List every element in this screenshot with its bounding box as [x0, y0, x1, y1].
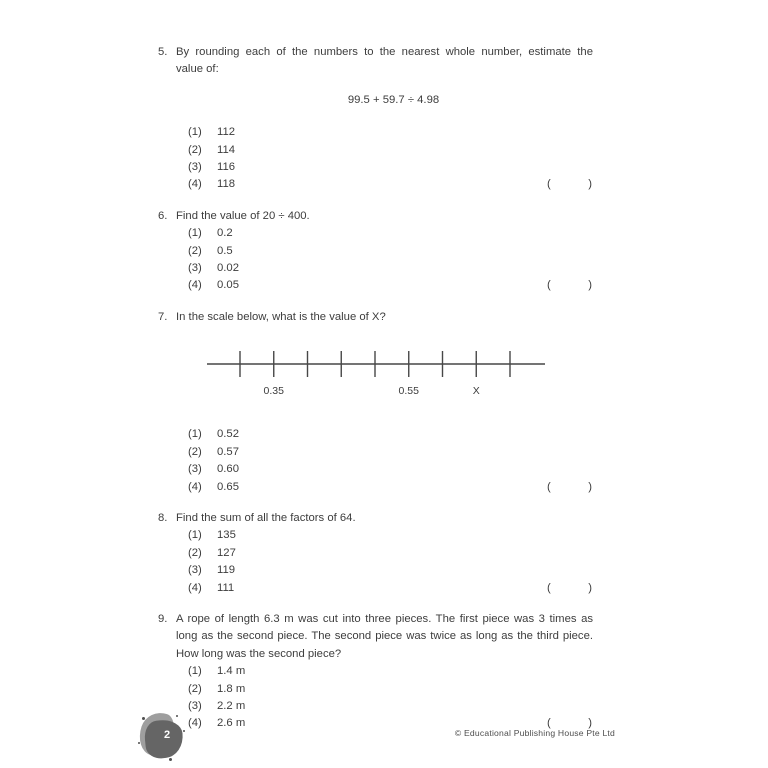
question-block	[158, 309, 593, 496]
answer-paren-open: (	[547, 279, 551, 292]
number-line-svg	[176, 342, 593, 400]
option-row	[188, 681, 593, 698]
option-value: 135	[217, 529, 236, 542]
option-value: 111	[217, 581, 235, 594]
option-number: (2)	[188, 244, 202, 257]
question-text	[176, 309, 593, 326]
option-number: (2)	[188, 682, 202, 695]
question-block	[158, 611, 593, 733]
number-line-figure	[176, 342, 593, 400]
answer-blank	[547, 580, 592, 597]
options-list	[188, 426, 593, 496]
question-number: 9.	[158, 612, 168, 625]
question-body	[176, 208, 593, 295]
questions-area	[158, 44, 593, 747]
answer-paren-close: )	[588, 717, 592, 730]
question-block	[158, 44, 593, 194]
option-value: 0.5	[217, 244, 233, 257]
question-block	[158, 208, 593, 295]
option-row	[188, 698, 593, 715]
question-text-line: A rope of length 6.3 m was cut into three pieces. The first piece was 3 times as	[176, 612, 593, 625]
dot-decoration	[183, 730, 185, 732]
question-body	[176, 510, 593, 597]
option-value: 0.05	[217, 279, 239, 292]
option-row	[188, 142, 593, 159]
tick-label: X	[472, 385, 480, 398]
option-row	[188, 444, 593, 461]
option-value: 118	[217, 178, 236, 191]
option-number: (1)	[188, 428, 202, 441]
question-formula: 99.5 + 59.7 ÷ 4.98	[347, 93, 440, 106]
question-body	[176, 44, 593, 194]
option-value: 0.60	[217, 463, 239, 476]
option-row	[188, 176, 593, 193]
answer-blank	[547, 176, 592, 193]
answer-paren-open: (	[547, 717, 551, 730]
dot-decoration	[176, 715, 178, 717]
page-number-badge	[136, 708, 188, 766]
option-number: (4)	[188, 717, 202, 730]
answer-blank	[547, 479, 592, 496]
question-text-line: long as the second piece. The second piece was twice as long as the third piece.	[176, 630, 593, 643]
option-row	[188, 225, 593, 242]
copyright-notice: © Educational Publishing House Pte Ltd	[454, 728, 615, 738]
option-value: 0.57	[217, 445, 239, 458]
option-number: (3)	[188, 564, 202, 577]
answer-paren-open: (	[547, 581, 551, 594]
question-text	[176, 510, 593, 527]
option-number: (3)	[188, 262, 202, 275]
option-value: 0.52	[217, 428, 239, 441]
answer-paren-open: (	[547, 480, 551, 493]
question-text	[176, 208, 593, 225]
question-row	[158, 44, 593, 194]
question-body	[176, 611, 593, 733]
options-list	[188, 527, 593, 597]
option-number: (3)	[188, 161, 202, 174]
option-value: 1.4 m	[217, 665, 246, 678]
question-text	[176, 44, 593, 79]
option-value: 2.6 m	[217, 717, 246, 730]
option-row	[188, 479, 593, 496]
option-row	[188, 243, 593, 260]
option-row	[188, 277, 593, 294]
question-row	[158, 510, 593, 597]
options-list	[188, 225, 593, 295]
options-list	[188, 663, 593, 733]
option-value: 119	[217, 564, 236, 577]
option-number: (1)	[188, 529, 202, 542]
option-number: (3)	[188, 463, 202, 476]
question-row	[158, 208, 593, 295]
question-number: 6.	[158, 209, 168, 222]
question-row	[158, 611, 593, 733]
option-row	[188, 527, 593, 544]
option-number: (1)	[188, 665, 202, 678]
option-row	[188, 159, 593, 176]
option-value: 127	[217, 546, 236, 559]
question-text-line: Find the value of 20 ÷ 400.	[176, 209, 310, 222]
option-row	[188, 124, 593, 141]
option-number: (4)	[188, 480, 202, 493]
option-value: 116	[217, 161, 236, 174]
option-number: (2)	[188, 445, 202, 458]
question-number: 8.	[158, 511, 168, 524]
question-row	[158, 309, 593, 496]
option-value: 0.65	[217, 480, 239, 493]
option-row	[188, 545, 593, 562]
tick-label: 0.35	[263, 385, 284, 398]
option-value: 0.02	[217, 262, 239, 275]
option-row	[188, 580, 593, 597]
option-number: (4)	[188, 279, 202, 292]
question-text	[176, 611, 593, 663]
option-row	[188, 260, 593, 277]
question-number: 5.	[158, 46, 168, 58]
answer-blank	[547, 277, 592, 294]
question-text-line: By rounding each of the numbers to the nearest whole number, estimate the	[176, 46, 593, 58]
option-number: (4)	[188, 178, 202, 191]
question-text-line: Find the sum of all the factors of 64.	[176, 511, 356, 524]
question-body	[176, 309, 593, 496]
option-value: 114	[217, 143, 236, 156]
question-number: 7.	[158, 310, 168, 323]
option-number: (1)	[188, 126, 202, 139]
option-number: (1)	[188, 227, 202, 240]
dot-decoration	[169, 758, 172, 761]
option-number: (2)	[188, 143, 202, 156]
answer-paren-close: )	[588, 480, 592, 493]
option-value: 0.2	[217, 227, 233, 240]
option-row	[188, 426, 593, 443]
page-number: 2	[163, 729, 171, 741]
question-block	[158, 510, 593, 597]
question-text-line: How long was the second piece?	[176, 647, 342, 660]
option-number: (2)	[188, 546, 202, 559]
option-row	[188, 663, 593, 680]
answer-paren-close: )	[588, 178, 592, 191]
option-value: 112	[217, 126, 236, 139]
answer-paren-open: (	[547, 178, 551, 191]
question-text-line: In the scale below, what is the value of X?	[176, 310, 386, 323]
option-row	[188, 562, 593, 579]
option-number: (4)	[188, 581, 202, 594]
options-list	[188, 124, 593, 194]
option-value: 1.8 m	[217, 682, 246, 695]
option-value: 2.2 m	[217, 699, 246, 712]
answer-paren-close: )	[588, 581, 592, 594]
dot-decoration	[138, 742, 140, 744]
option-number: (3)	[188, 699, 202, 712]
answer-paren-close: )	[588, 279, 592, 292]
option-row	[188, 461, 593, 478]
question-text-line: value of:	[176, 63, 219, 76]
tick-label: 0.55	[398, 385, 419, 398]
dot-decoration	[142, 717, 145, 720]
